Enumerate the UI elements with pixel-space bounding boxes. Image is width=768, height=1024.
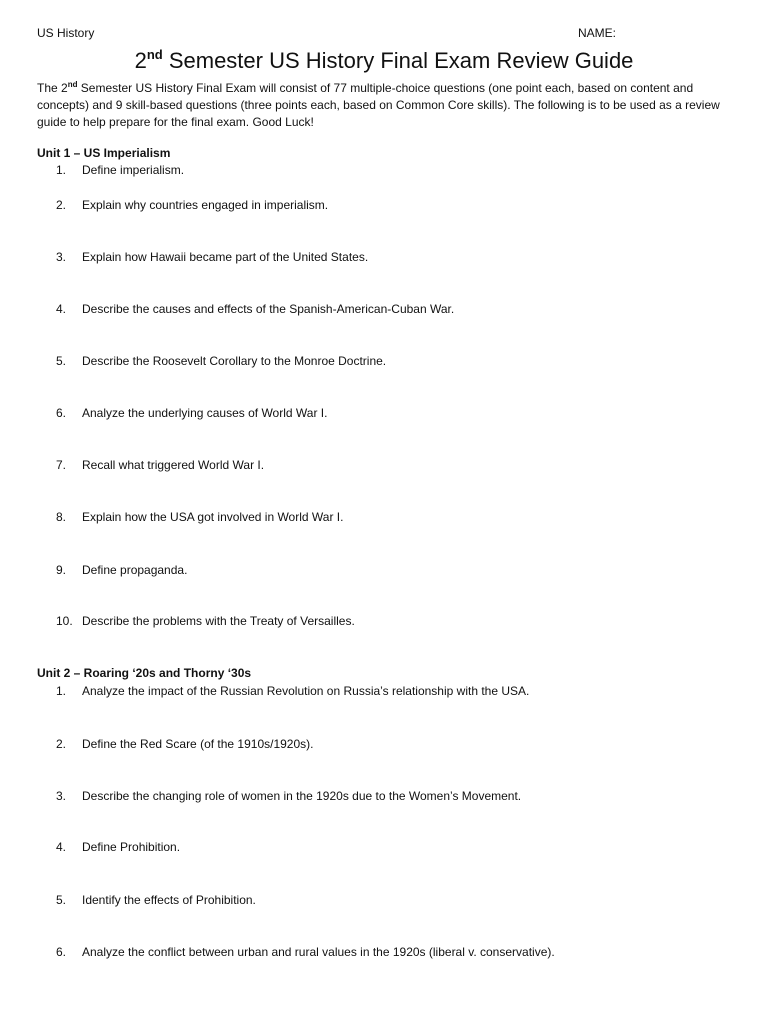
intro-sup: nd xyxy=(67,80,78,89)
question-text: Identify the effects of Prohibition. xyxy=(82,893,256,907)
question-text: Define propaganda. xyxy=(82,563,188,577)
question-text: Describe the causes and effects of the Spanish-American-Cuban War. xyxy=(82,302,455,316)
intro-paragraph xyxy=(37,76,737,131)
list-item xyxy=(56,458,736,472)
question-text: Define the Red Scare (of the 1910s/1920s). xyxy=(82,737,314,751)
question-text: Explain why countries engaged in imperialism. xyxy=(82,198,329,212)
question-text: Recall what triggered World War I. xyxy=(82,458,265,472)
question-number: 10. xyxy=(56,614,73,628)
intro-part2: Semester US History Final Exam will consist of 77 multiple-choice questions (one point each, based on content and concepts) and 9 skill-based questions (three points each, based on Common Core skills). The following is to be used as a review guide to help prepare for the final exam. Good Luck! xyxy=(37,81,720,129)
list-item xyxy=(56,302,736,316)
question-number: 1. xyxy=(56,684,67,698)
title-ordinal: 2 xyxy=(134,48,147,73)
list-item xyxy=(56,789,736,803)
page-title xyxy=(0,40,768,76)
question-number: 4. xyxy=(56,302,67,316)
question-number: 6. xyxy=(56,406,67,420)
question-text: Define imperialism. xyxy=(82,163,185,177)
list-item xyxy=(56,737,736,751)
question-text: Define Prohibition. xyxy=(82,840,181,854)
list-item xyxy=(56,840,736,854)
title-text: Semester US History Final Exam Review Guide xyxy=(162,48,634,73)
title-ordinal-suffix: nd xyxy=(146,47,163,62)
unit-2-heading: Unit 2 – Roaring ‘20s and Thorny ‘30s xyxy=(37,666,252,680)
question-text: Explain how Hawaii became part of the United States. xyxy=(82,250,369,264)
question-number: 4. xyxy=(56,840,67,854)
name-label: NAME: xyxy=(578,26,617,40)
list-item xyxy=(56,510,736,524)
question-number: 3. xyxy=(56,789,67,803)
question-text: Describe the changing role of women in the 1920s due to the Women’s Movement. xyxy=(82,789,522,803)
question-text: Analyze the impact of the Russian Revolution on Russia’s relationship with the USA. xyxy=(82,684,530,698)
list-item xyxy=(56,250,736,264)
course-label: US History xyxy=(37,26,95,40)
question-text: Describe the Roosevelt Corollary to the Monroe Doctrine. xyxy=(82,354,387,368)
intro-part1: The 2 xyxy=(37,81,68,95)
list-item xyxy=(56,163,736,177)
question-number: 2. xyxy=(56,737,67,751)
question-text: Describe the problems with the Treaty of Versailles. xyxy=(82,614,355,628)
list-item xyxy=(56,198,736,212)
question-number: 7. xyxy=(56,458,67,472)
question-text: Explain how the USA got involved in World War I. xyxy=(82,510,344,524)
list-item xyxy=(56,893,736,907)
question-number: 5. xyxy=(56,354,67,368)
list-item xyxy=(56,354,736,368)
question-number: 1. xyxy=(56,163,67,177)
unit-1-heading: Unit 1 – US Imperialism xyxy=(37,146,171,160)
question-number: 3. xyxy=(56,250,67,264)
list-item xyxy=(56,684,736,698)
question-number: 9. xyxy=(56,563,67,577)
question-text: Analyze the underlying causes of World War I. xyxy=(82,406,328,420)
question-text: Analyze the conflict between urban and rural values in the 1920s (liberal v. conservative). xyxy=(82,945,555,959)
list-item xyxy=(56,406,736,420)
question-number: 5. xyxy=(56,893,67,907)
list-item xyxy=(56,945,736,959)
question-number: 6. xyxy=(56,945,67,959)
question-number: 2. xyxy=(56,198,67,212)
list-item xyxy=(56,563,736,577)
list-item xyxy=(56,614,736,628)
question-number: 8. xyxy=(56,510,67,524)
